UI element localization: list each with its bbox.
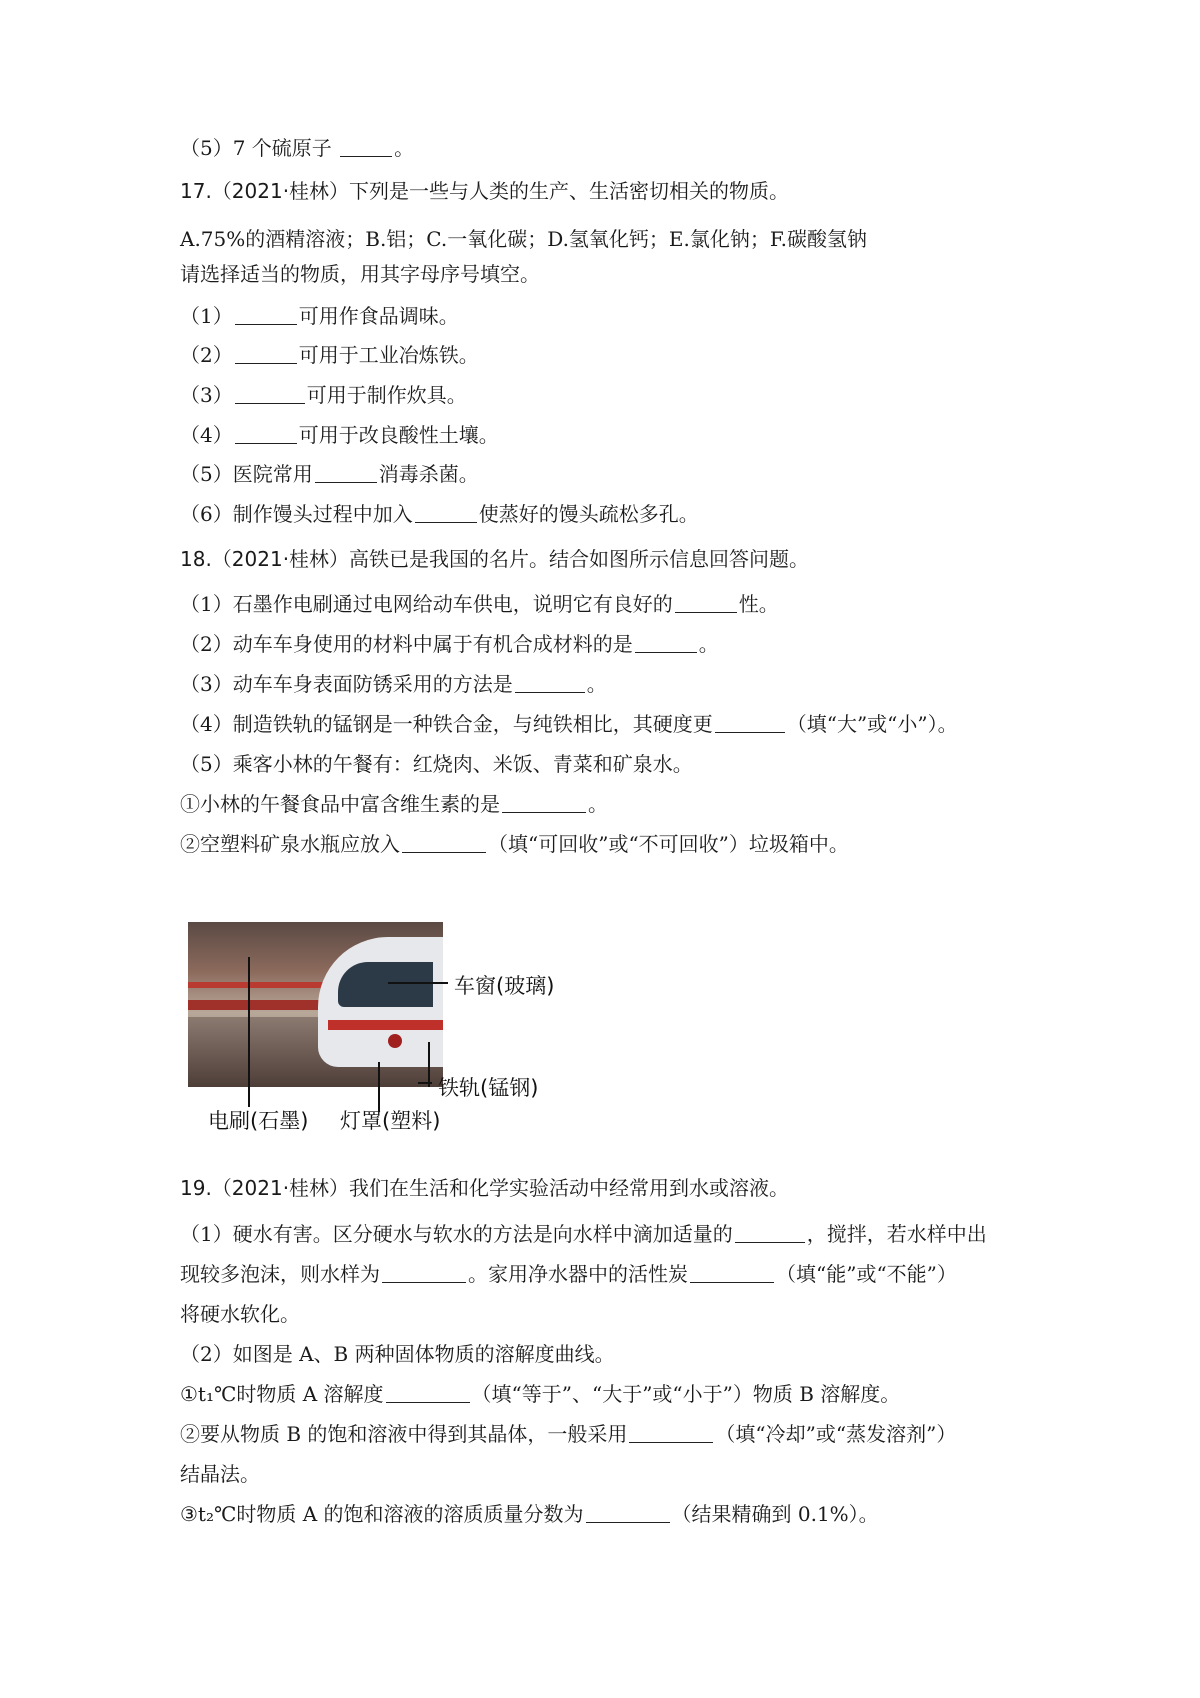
label-brush: 电刷(石墨) — [208, 1109, 309, 1133]
q18-item-1: （1）石墨作电刷通过电网给动车供电，说明它有良好的 性。 — [180, 592, 779, 616]
q18-item-4: （4）制造铁轨的锰钢是一种铁合金，与纯铁相比，其硬度更 （填“大”或“小”）。 — [180, 712, 958, 736]
answer-blank[interactable] — [502, 792, 586, 813]
answer-blank[interactable] — [690, 1262, 774, 1283]
q18-item-5-2: ②空塑料矿泉水瓶应放入 （填“可回收”或“不可回收”）垃圾箱中。 — [180, 832, 849, 856]
line-q16-5: （5）7 个硫原子 。 — [180, 136, 415, 160]
answer-blank[interactable] — [675, 592, 737, 613]
answer-blank[interactable] — [715, 712, 785, 733]
answer-blank[interactable] — [635, 632, 697, 653]
q17-item-4: （4） 可用于改良酸性土壤。 — [180, 423, 499, 447]
answer-blank[interactable] — [402, 832, 486, 853]
q18-heading: 18.（2021·桂林）高铁已是我国的名片。结合如图所示信息回答问题。 — [180, 547, 810, 571]
q18-item-5: （5）乘客小林的午餐有：红烧肉、米饭、青菜和矿泉水。 — [180, 752, 693, 776]
answer-blank[interactable] — [340, 136, 392, 157]
q19-item-2: （2）如图是 A、B 两种固体物质的溶解度曲线。 — [180, 1342, 615, 1366]
train-figure — [188, 922, 588, 1133]
q17-item-1: （1） 可用作食品调味。 — [180, 304, 459, 328]
q19-item-2-3: ③t₂℃时物质 A 的饱和溶液的溶质质量分数为 （结果精确到 0.1%）。 — [180, 1502, 879, 1526]
q18-item-3: （3）动车车身表面防锈采用的方法是 。 — [180, 672, 607, 696]
train-photo — [188, 922, 443, 1087]
q18-item-5-1: ①小林的午餐食品中富含维生素的是 。 — [180, 792, 608, 816]
q17-heading: 17.（2021·桂林）下列是一些与人类的生产、生活密切相关的物质。 — [180, 179, 790, 203]
q17-item-6: （6）制作馒头过程中加入 使蒸好的馒头疏松多孔。 — [180, 502, 699, 526]
q19-item-1-line1: （1）硬水有害。区分硬水与软水的方法是向水样中滴加适量的 ，搅拌，若水样中出 — [180, 1222, 987, 1246]
label-window: 车窗(玻璃) — [454, 974, 555, 998]
q19-item-1-line3: 将硬水软化。 — [180, 1302, 300, 1326]
answer-blank[interactable] — [586, 1502, 670, 1523]
q17-item-5: （5）医院常用 消毒杀菌。 — [180, 462, 479, 486]
train-logo-icon — [388, 1034, 402, 1048]
train-window — [338, 962, 433, 1007]
answer-blank[interactable] — [235, 304, 297, 325]
q19-heading: 19.（2021·桂林）我们在生活和化学实验活动中经常用到水或溶液。 — [180, 1176, 790, 1200]
q17-item-2: （2） 可用于工业冶炼铁。 — [180, 343, 479, 367]
answer-blank[interactable] — [515, 672, 585, 693]
answer-blank[interactable] — [629, 1422, 713, 1443]
q18-item-2: （2）动车车身使用的材料中属于有机合成材料的是 。 — [180, 632, 719, 656]
label-rail: 铁轨(锰钢) — [438, 1076, 539, 1100]
q19-item-2-2-line2: 结晶法。 — [180, 1462, 260, 1486]
q19-item-2-1: ①t₁℃时物质 A 溶解度 （填“等于”、“大于”或“小于”）物质 B 溶解度。 — [180, 1382, 901, 1406]
answer-blank[interactable] — [235, 423, 297, 444]
answer-blank[interactable] — [382, 1262, 466, 1283]
q17-item-3: （3） 可用于制作炊具。 — [180, 383, 467, 407]
q19-item-2-2-line1: ②要从物质 B 的饱和溶液中得到其晶体，一般采用 （填“冷却”或“蒸发溶剂”） — [180, 1422, 957, 1446]
q17-options: A.75%的酒精溶液；B.铝；C.一氧化碳；D.氢氧化钙；E.氯化钠；F.碳酸氢钠 — [180, 227, 868, 251]
answer-blank[interactable] — [235, 343, 297, 364]
answer-blank[interactable] — [735, 1222, 805, 1243]
answer-blank[interactable] — [415, 502, 477, 523]
answer-blank[interactable] — [386, 1382, 470, 1403]
answer-blank[interactable] — [235, 383, 305, 404]
q17-instruction: 请选择适当的物质，用其字母序号填空。 — [180, 262, 540, 286]
answer-blank[interactable] — [315, 462, 377, 483]
q19-item-1-line2: 现较多泡沫，则水样为 。家用净水器中的活性炭 （填“能”或“不能”） — [180, 1262, 957, 1286]
label-lamp: 灯罩(塑料) — [340, 1109, 441, 1133]
